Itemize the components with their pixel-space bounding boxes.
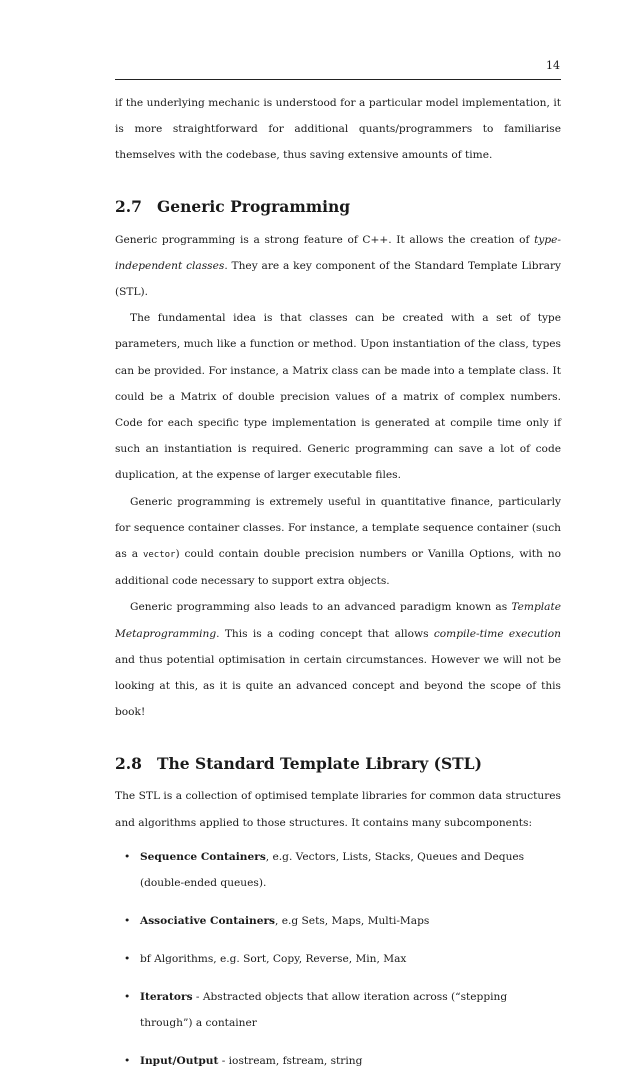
list-text: - iostream, fstream, string: [218, 1054, 363, 1067]
list-text: bf Algorithms, e.g. Sort, Copy, Reverse, Min, Max: [140, 952, 407, 965]
list-text: , e.g. Vectors, Lists, Stacks, Queues and Deques (double-ended queues).: [140, 850, 525, 889]
text-run: and thus potential optimisation in certain circumstances. However we will not be looking at this, as it is quite an advanced concept and beyond the scope of this book!: [115, 653, 561, 719]
list-term: Sequence Containers: [140, 850, 266, 863]
list-item: [115, 984, 561, 1036]
section-number: 2.7: [115, 196, 142, 216]
list-item: [115, 844, 561, 896]
paragraph-generic-1: [115, 227, 561, 306]
paragraph-generic-4: [115, 594, 561, 725]
text-run: . This is a coding concept that allows: [216, 627, 434, 640]
paragraph-generic-2: The fundamental idea is that classes can be created with a set of type parameters, much like a function or method. Upon instantiation of the class, types can be provided. For instance, a Matrix class can be made into a template class. It could be a Matrix of double precision values of a matrix of complex numbers. Code for each specific type implementation is generated at compile time only if such an instantiation is required. Generic programming can save a lot of code duplication, at the expense of larger executable files.: [115, 312, 561, 482]
list-text: - Abstracted objects that allow iteration across (“stepping through”) a container: [140, 990, 508, 1029]
list-item: [115, 908, 561, 934]
page-body: [115, 90, 561, 1086]
code-term: vector: [142, 550, 176, 561]
bullet-icon: •: [124, 952, 131, 965]
text-run: ) could contain double precision numbers or Vanilla Options, with no additional code necessary to support extra objects.: [115, 548, 561, 588]
list-item: [115, 946, 561, 972]
header-rule: [115, 79, 561, 80]
list-text: , e.g Sets, Maps, Multi-Maps: [275, 914, 430, 927]
list-term: Iterators: [140, 990, 193, 1003]
list-term: Input/Output: [140, 1054, 219, 1067]
stl-components-list: [115, 844, 561, 1074]
text-run: Generic programming also leads to an advanced paradigm known as: [130, 601, 512, 614]
text-run: Generic programming is a strong feature of C++. It allows the creation of: [115, 233, 535, 246]
emphasis: Template Metaprogramming: [115, 601, 561, 640]
text-run: . They are a key component of the Standard Template Library (STL).: [115, 259, 561, 299]
list-term: Associative Containers: [140, 914, 276, 927]
section-heading-generic-programming: [115, 196, 561, 218]
section-title: Generic Programming: [157, 196, 351, 216]
paragraph-stl-intro: The STL is a collection of optimised template libraries for common data structures and algorithms applied to those structures. It contains many subcomponents:: [115, 790, 561, 829]
paragraph-generic-3: [115, 489, 561, 595]
text-run: Generic programming is extremely useful in quantitative finance, particularly for sequence container classes. For instance, a template sequence container (such as a: [115, 495, 561, 561]
emphasis: type-independent classes: [115, 233, 561, 272]
bullet-icon: •: [124, 914, 131, 927]
intro-paragraph: if the underlying mechanic is understood for a particular model implementation, it is more straightforward for additional quants/programmers to familiarise themselves with the codebase, thus saving extensive amounts of time.: [115, 97, 561, 162]
list-item: [115, 1048, 561, 1074]
bullet-icon: •: [124, 850, 131, 863]
section-heading-stl: [115, 753, 561, 775]
section-number: 2.8: [115, 754, 142, 774]
bullet-icon: •: [124, 990, 131, 1003]
emphasis: compile-time execution: [433, 627, 561, 640]
bullet-icon: •: [124, 1054, 131, 1067]
section-title: The Standard Template Library (STL): [157, 754, 482, 774]
page-number: 14: [546, 59, 560, 72]
